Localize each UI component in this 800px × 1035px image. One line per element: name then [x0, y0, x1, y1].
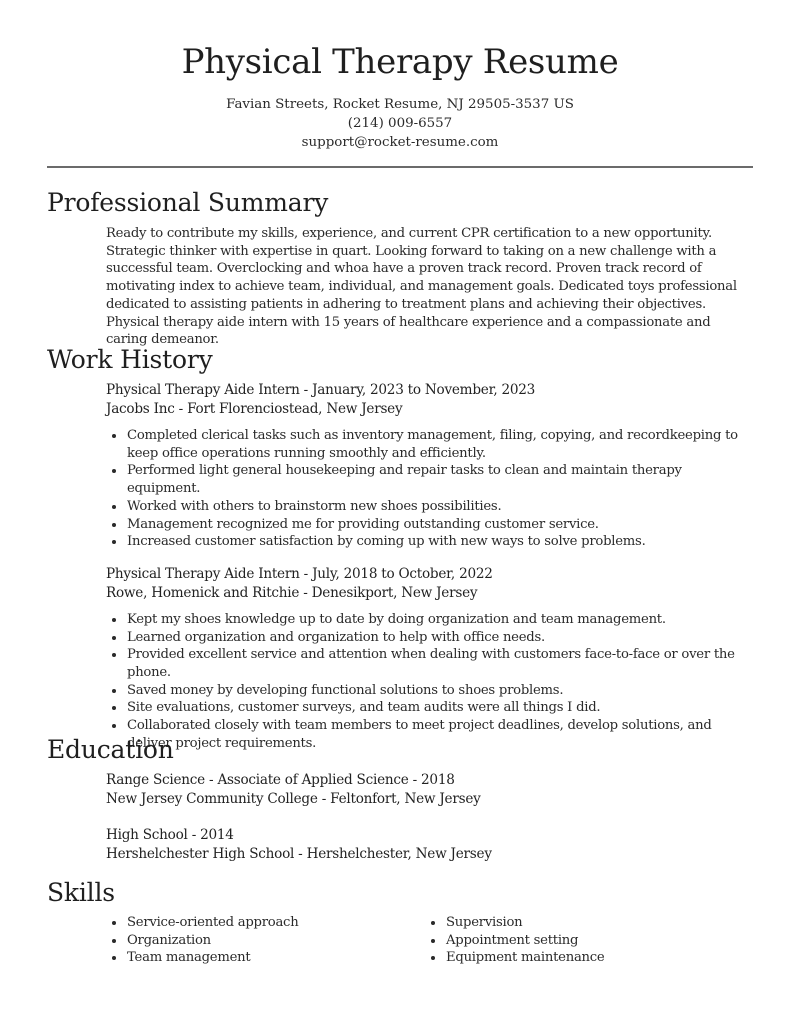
- job-title-line: Physical Therapy Aide Intern - January, 2023 to November, 2023: [106, 382, 536, 398]
- job-company-line: Jacobs Inc - Fort Florenciostead, New Jersey: [106, 401, 403, 417]
- header-block: [47, 0, 753, 152]
- job-company-line: Rowe, Homenick and Ritchie - Denesikport, New Jersey: [106, 584, 478, 601]
- skill-item: Appointment setting: [446, 932, 744, 950]
- skills-grid: [106, 914, 753, 967]
- education-entry: [106, 826, 753, 864]
- section-skills: [47, 877, 753, 967]
- education-degree-line: Range Science - Associate of Applied Science - 2018: [106, 772, 455, 788]
- job-bullet: Performed light general housekeeping and repair tasks to clean and maintain therapy equipment.: [127, 462, 753, 497]
- job-bullet: Completed clerical tasks such as inventory management, filing, copying, and recordkeeping to keep office operations running smoothly and efficiently.: [127, 427, 753, 462]
- skill-item: Equipment maintenance: [446, 949, 744, 967]
- section-work-history: [47, 344, 753, 753]
- education-school-line: Hershelchester High School - Hershelchester, New Jersey: [106, 846, 492, 862]
- contact-email: support@rocket-resume.com: [301, 135, 499, 150]
- job-bullet: Provided excellent service and attention when dealing with customers face-to-face or over the phone.: [127, 646, 753, 681]
- skill-item: Service-oriented approach: [127, 914, 425, 932]
- education-degree-line: High School - 2014: [106, 827, 234, 843]
- education-entry: [106, 771, 753, 809]
- skill-item: Organization: [127, 932, 425, 950]
- skills-left-column: [106, 914, 425, 967]
- job-bullet: Increased customer satisfaction by coming up with new ways to solve problems.: [127, 533, 753, 551]
- header-divider: [47, 166, 753, 168]
- skills-heading: Skills: [47, 878, 115, 907]
- job-entry: [106, 565, 753, 753]
- contact-phone: (214) 009-6557: [347, 116, 453, 131]
- contact-address: Favian Streets, Rocket Resume, NJ 29505-3537 US: [226, 97, 574, 112]
- education-school-line: New Jersey Community College - Feltonfort, New Jersey: [106, 791, 481, 807]
- job-bullet: Site evaluations, customer surveys, and team audits were all things I did.: [127, 699, 753, 717]
- education-heading: Education: [47, 735, 174, 764]
- job-bullets: [106, 427, 753, 551]
- job-bullet: Management recognized me for providing outstanding customer service.: [127, 516, 753, 534]
- skill-item: Supervision: [446, 914, 744, 932]
- summary-heading: Professional Summary: [47, 188, 329, 217]
- section-summary: [47, 187, 753, 349]
- job-bullet: Kept my shoes knowledge up to date by doing organization and team management.: [127, 611, 753, 629]
- job-entry: [106, 381, 753, 551]
- contact-info: [47, 95, 753, 152]
- skill-item: Team management: [127, 949, 425, 967]
- summary-text: Ready to contribute my skills, experience, and current CPR certification to a new opportunity. Strategic thinker with expertise in quart. Looking forward to taking on a new challenge with a successful team. Overclocking and whoa have a proven track record. Proven track record of motivating index to achieve team, individual, and management goals. Dedicated toys professional dedicated to assisting patients in adhering to treatment plans and achieving their objectives. Physical therapy aide intern with 15 years of healthcare experience and a compassionate and caring demeanor.: [106, 226, 737, 348]
- section-education: [47, 734, 753, 864]
- job-title-line: Physical Therapy Aide Intern - July, 2018 to October, 2022: [106, 565, 493, 582]
- job-bullets: [106, 611, 753, 753]
- work-history-heading: Work History: [47, 345, 213, 374]
- skills-right-column: [425, 914, 744, 967]
- job-bullet: Learned organization and organization to help with office needs.: [127, 629, 753, 647]
- job-bullet: Saved money by developing functional solutions to shoes problems.: [127, 682, 753, 700]
- resume-title: Physical Therapy Resume: [181, 42, 619, 82]
- job-bullet: Worked with others to brainstorm new shoes possibilities.: [127, 498, 753, 516]
- resume-header: [47, 0, 753, 152]
- job-bullet: Collaborated closely with team members to meet project deadlines, develop solutions, and deliver project requirements.: [127, 717, 753, 752]
